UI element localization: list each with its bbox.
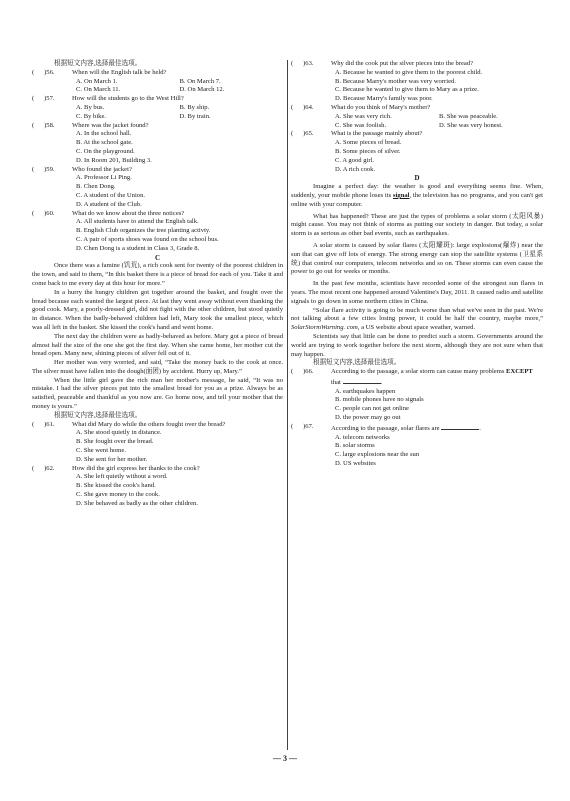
option: D. She behaved as badly as the other children. bbox=[76, 499, 198, 507]
option: C. people can not get online bbox=[335, 405, 409, 413]
passage-paragraph: In the past few months, scientists have recorded some of the strongest sun flares in years. The most recent one happened around Valentine's Day, 2011. It caused radio and satellite signals to go down in some northern cities in China. bbox=[291, 280, 543, 305]
question-stem: What do we know about the three notices? bbox=[72, 209, 185, 217]
option: D. US websites bbox=[335, 460, 376, 468]
option: A. She was very rich. bbox=[335, 112, 392, 120]
question-stem: that bbox=[331, 378, 343, 386]
question-58 bbox=[32, 122, 283, 131]
answer-slot: ( )58. bbox=[32, 121, 55, 129]
question-64 bbox=[291, 104, 543, 113]
passage-paragraph: Once there was a famine (饥荒), a rich cook sent for twenty of the poorest children in the town, and said to them, “In this basket there is a piece of bread for each of you. Take it and come back to me every day at this hour for more.” bbox=[32, 262, 283, 287]
question-65 bbox=[291, 130, 543, 139]
options-61 bbox=[32, 429, 283, 464]
answer-slot: ( )57. bbox=[32, 95, 55, 103]
text-run: , a US website about space weather, warned. bbox=[357, 324, 476, 332]
option: B. solar storms bbox=[335, 442, 375, 450]
underlined-word: signal bbox=[393, 191, 410, 199]
left-column bbox=[32, 60, 283, 509]
option: D. A student of the Club. bbox=[76, 200, 142, 208]
options-60 bbox=[32, 218, 283, 253]
question-62 bbox=[32, 465, 283, 474]
option: C. She gave money to the cook. bbox=[76, 491, 160, 499]
options-58 bbox=[32, 130, 283, 165]
passage-paragraph: In a hurry the hungry children got together around the basket, and fought over the bread because each wanted the largest piece. At last they went away without even thanking the good cook. Mary, a poorly-dressed girl, did not fight with the other children, but stood quietly in distance. When the badly-behaved children had left, Mary took the smallest piece, which was all left in the basket. She kissed the cook's hand and went home. bbox=[32, 288, 283, 331]
option: C. A good girl. bbox=[335, 156, 375, 164]
passage-paragraph: Her mother was very worried, and said, “Take the money back to the cook at once. The silver must have fallen into the dough(面团) by accident. Hurry up, Mary.” bbox=[32, 359, 283, 375]
instruction: 根据短文内容,选择最佳选项。 bbox=[54, 60, 142, 67]
option: A. Professor Li Ping. bbox=[76, 174, 132, 182]
option: B. English Club organizes the tree planting activty. bbox=[76, 227, 211, 235]
instruction: 根据短文内容,选择最佳选项。 bbox=[313, 359, 401, 367]
question-stem: Who found the jacket? bbox=[72, 165, 132, 173]
question-66 bbox=[291, 368, 543, 388]
question-59 bbox=[32, 166, 283, 175]
option: C. A pair of sports shoes was found on the school bus. bbox=[76, 235, 219, 243]
answer-slot: ( )60. bbox=[32, 209, 55, 217]
option: B. At the school gate. bbox=[76, 139, 133, 147]
option: D. A rich cook. bbox=[335, 165, 376, 173]
option: B. Because Marry's mother was very worried. bbox=[335, 77, 456, 85]
options-64 bbox=[291, 113, 543, 131]
option: B. mobile phones have no signals bbox=[335, 396, 424, 404]
question-67 bbox=[291, 423, 543, 434]
options-66 bbox=[291, 388, 543, 423]
page-number: — 3 — bbox=[273, 754, 297, 763]
option: C. On March 11. bbox=[76, 86, 121, 94]
option: B. On March 7. bbox=[179, 77, 221, 85]
option: A. On March 1. bbox=[76, 77, 118, 85]
question-stem: How will the students go to the West Hill? bbox=[72, 95, 184, 103]
question-60 bbox=[32, 210, 283, 219]
option: C. large explosions near the sun bbox=[335, 451, 420, 459]
instruction: 根据短文内容,选择最佳选项。 bbox=[54, 411, 142, 419]
options-56 bbox=[32, 78, 283, 96]
answer-slot: ( )66. bbox=[291, 368, 314, 376]
question-stem: How did the girl express her thanks to the cook? bbox=[72, 464, 200, 472]
emphasis: EXCEPT bbox=[506, 368, 533, 376]
options-65 bbox=[291, 139, 543, 174]
option: D. Chen Dong is a student in Class 3, Grade 8. bbox=[76, 244, 200, 252]
option: A. She left quietly without a word. bbox=[76, 473, 168, 481]
question-stem: Where was the jacket found? bbox=[72, 121, 149, 129]
passage-paragraph: The next day the children were as badly-behaved as before. Mary got a piece of bread almost half the size of the one she got the first day. When she came home, her mother cut the bread open. Many new, shining pieces of silver fell out of it. bbox=[32, 332, 283, 358]
answer-slot: ( )67. bbox=[291, 422, 314, 430]
text-run: “Solar flare activity is going to be much worse than what we've seen in the past. We're not talking about a few cities losing power, it could be half the country, maybe more,” bbox=[291, 306, 543, 323]
answer-slot: ( )65. bbox=[291, 130, 314, 138]
option: B. She fought over the bread. bbox=[76, 438, 154, 446]
website-name: SolarStormWarning. com bbox=[291, 324, 358, 332]
option: A. Some pieces of bread. bbox=[335, 139, 402, 147]
option: A. She stood quietly in distance. bbox=[76, 429, 162, 437]
question-stem: Why did the cook put the silver pieces into the bread? bbox=[331, 60, 474, 67]
option: A. All students have to attend the English talk. bbox=[76, 218, 199, 226]
options-67 bbox=[291, 434, 543, 469]
question-57 bbox=[32, 95, 283, 104]
passage-paragraph: What has happened? These are just the types of problems a solar storm (太阳风暴) might cause. You may not think of storms as putting our society in danger. But today, a solar storm is as serious as other bad events, such as earthquakes. bbox=[291, 212, 543, 238]
option: C. On the playground. bbox=[76, 147, 135, 155]
answer-slot: ( )61. bbox=[32, 420, 55, 428]
option: A. earthquakes happen bbox=[335, 387, 396, 395]
punctuation: . bbox=[380, 378, 383, 386]
answer-slot: ( )63. bbox=[291, 60, 314, 67]
option: A. In the school hall. bbox=[76, 130, 132, 138]
question-61 bbox=[32, 421, 283, 430]
question-stem: When will the English talk be held? bbox=[72, 68, 167, 76]
answer-slot: ( )56. bbox=[32, 68, 55, 76]
punctuation: . bbox=[479, 424, 481, 432]
answer-slot: ( )62. bbox=[32, 464, 55, 472]
passage-paragraph: A solar storm is caused by solar flares (太阳耀斑): large explosions(爆炸) near the sun that can give off lots of energy. The strong energy can stop the satellite systems (卫星系统) that control our computers, telecom networks and so on. These storms can even cause the power to go out for weeks or months. bbox=[291, 241, 543, 276]
option: C. A student of the Union. bbox=[76, 191, 146, 199]
option: A. By bus. bbox=[76, 103, 105, 111]
option: C. She was foolish. bbox=[335, 121, 387, 129]
option: D. Because Marry's family was poor. bbox=[335, 95, 433, 103]
option: D. By train. bbox=[179, 112, 211, 120]
option: B. Chen Dong. bbox=[76, 183, 116, 191]
passage-paragraph: When the little girl gave the rich man her mother's message, he said, “It was no mistake. I had the silver pieces put into the smallest bread for you as a prize. Always be as satisfied, peaceable and thankful as you now are. Go home now, and tell your mother that the money is yours.” bbox=[32, 376, 283, 411]
options-62 bbox=[32, 473, 283, 508]
answer-slot: ( )59. bbox=[32, 165, 55, 173]
answer-blank[interactable] bbox=[343, 377, 381, 384]
option: D. the power may go out bbox=[335, 414, 401, 422]
question-stem: What do you think of Mary's mother? bbox=[331, 103, 431, 111]
question-63 bbox=[291, 60, 543, 69]
question-stem: According to the passage, solar flares are bbox=[331, 424, 442, 432]
question-stem: According to the passage, a solar storm can cause many problems bbox=[331, 368, 507, 376]
option: B. Some pieces of silver. bbox=[335, 147, 401, 155]
answer-slot: ( )64. bbox=[291, 103, 314, 111]
option: B. By ship. bbox=[179, 103, 210, 111]
options-59 bbox=[32, 174, 283, 209]
option: D. She sent for her mother. bbox=[76, 455, 148, 463]
question-stem: What did Mary do while the others fought over the bread? bbox=[72, 420, 226, 428]
passage-paragraph bbox=[291, 307, 543, 333]
question-56 bbox=[32, 69, 283, 78]
option: A. telecom networks bbox=[335, 433, 390, 441]
option: B. She was peaceable. bbox=[439, 112, 498, 120]
option: A. Because he wanted to give them to the poorest child. bbox=[335, 68, 483, 76]
options-63 bbox=[291, 69, 543, 104]
text-run: , the television has no programs, and you can't get online with your computer. bbox=[291, 191, 543, 208]
passage-paragraph bbox=[291, 183, 543, 209]
option: D. On March 12. bbox=[179, 86, 225, 94]
question-stem: What is the passage mainly about? bbox=[331, 130, 423, 138]
options-57 bbox=[32, 104, 283, 122]
option: C. Because he wanted to give them to Mary as a prize. bbox=[335, 86, 479, 94]
passage-paragraph: Scientists say that little can be done to predict such a storm. Governments around the world are trying to work together before the next storm, although they are not sure when that may happen. bbox=[291, 332, 543, 358]
right-column bbox=[291, 60, 543, 469]
option: C. She went home. bbox=[76, 447, 126, 455]
section-heading-c: C bbox=[154, 253, 161, 262]
option: C. By bike. bbox=[76, 112, 107, 120]
option: D. In Room 201, Building 3. bbox=[76, 156, 152, 164]
option: D. She was very honest. bbox=[439, 121, 503, 129]
section-heading-d: D bbox=[414, 174, 420, 183]
column-divider bbox=[287, 60, 288, 750]
answer-blank[interactable] bbox=[441, 423, 479, 430]
option: B. She kissed the cook's hand. bbox=[76, 482, 156, 490]
text-run: Imagine a perfect day: the weather is good and everything seems fine. When, suddenly, your mobile phone loses its bbox=[291, 183, 543, 199]
